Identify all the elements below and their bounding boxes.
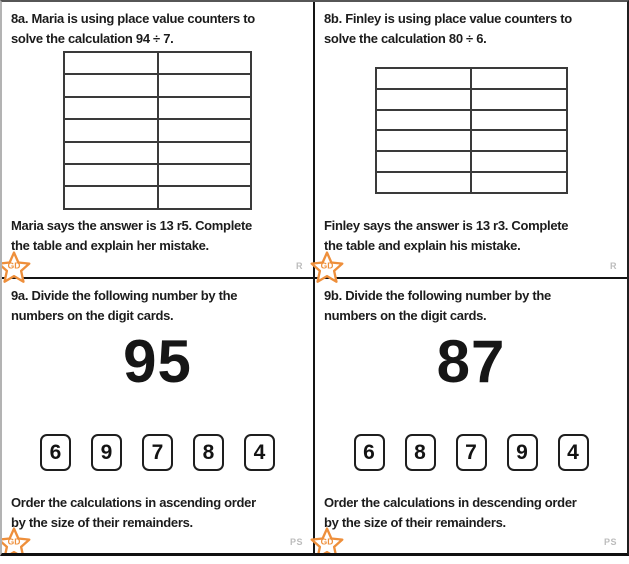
table-cell [471,89,567,110]
gd-star-label: GD [320,536,334,547]
table-row [376,151,567,172]
footer-line: Order the calculations in descending order [324,495,577,510]
footer-line: the table and explain his mistake. [324,237,521,253]
footer-text [11,216,304,255]
digit-card: 4 [244,434,275,471]
digit-card: 9 [507,434,538,471]
title-line: numbers on the digit cards. [324,307,487,323]
question-title [324,9,618,48]
table-row [376,110,567,131]
footer-line: Order the calculations in ascending order [11,495,256,510]
table-cell [158,142,252,164]
digit-card: 8 [193,434,224,471]
table-cell [64,164,158,186]
gd-star-label: GD [320,260,334,271]
title-line: numbers on the digit cards. [11,307,174,323]
question-title [324,286,618,325]
corner-label: PS [289,537,303,547]
digit-card: 4 [558,434,589,471]
table-row [64,74,251,96]
corner-label: PS [603,537,617,547]
table-cell [158,186,252,208]
table-cell [158,164,252,186]
title-line: solve the calculation 80 ÷ 6. [324,30,487,46]
place-value-table [375,67,568,194]
footer-line: by the size of their remainders. [324,514,506,530]
footer-text [324,493,618,532]
table-cell [64,97,158,119]
gd-star-label: GD [7,536,21,547]
table-row [64,52,251,74]
digit-card: 7 [142,434,173,471]
table-cell [471,130,567,151]
table-cell [471,110,567,131]
quadrant-8b [315,2,627,279]
title-line: solve the calculation 94 ÷ 7. [11,30,174,46]
table-row [64,186,251,208]
table-row [64,97,251,119]
gd-star-icon [0,251,31,285]
place-value-table [63,51,252,210]
digit-cards-row [11,434,304,471]
table-cell [376,110,472,131]
footer-line: by the size of their remainders. [11,514,193,530]
table-row [376,172,567,193]
table-cell [376,130,472,151]
dividend-number: 87 [436,328,506,395]
title-line: 8b. Finley is using place value counters to [324,11,572,26]
footer-line: the table and explain her mistake. [11,237,209,253]
corner-label: R [296,261,303,271]
question-title [11,9,304,48]
table-cell [471,151,567,172]
table-cell [376,172,472,193]
digit-card: 6 [354,434,385,471]
table-cell [158,97,252,119]
table-cell [158,52,252,74]
table-cell [376,151,472,172]
table-row [376,130,567,151]
table-cell [471,172,567,193]
table-row [376,68,567,89]
table-cell [158,119,252,141]
table-cell [471,68,567,89]
title-line: 9a. Divide the following number by the [11,288,238,303]
corner-label: R [610,261,617,271]
gd-star-icon [0,527,31,556]
footer-line: Finley says the answer is 13 r3. Complete [324,218,569,233]
footer-text [11,493,304,532]
quadrant-9a [2,279,315,553]
title-line: 8a. Maria is using place value counters to [11,11,255,26]
table-row [64,119,251,141]
gd-star-label: GD [7,260,21,271]
quadrant-9b [315,279,627,553]
quadrant-8a [2,2,315,279]
table-cell [64,142,158,164]
table-cell [64,52,158,74]
question-title [11,286,304,325]
digit-card: 6 [40,434,71,471]
gd-star-icon [310,251,344,285]
table-cell [158,74,252,96]
table-cell [376,89,472,110]
dividend-number: 95 [123,328,192,395]
title-line: 9b. Divide the following number by the [324,288,551,303]
footer-text [324,216,618,255]
footer-line: Maria says the answer is 13 r5. Complete [11,218,252,233]
table-cell [64,119,158,141]
table-cell [64,186,158,208]
gd-star-icon [310,527,344,556]
digit-card: 7 [456,434,487,471]
table-row [64,142,251,164]
table-cell [376,68,472,89]
digit-card: 8 [405,434,436,471]
table-row [64,164,251,186]
digit-card: 9 [91,434,122,471]
digit-cards-row [324,434,618,471]
table-cell [64,74,158,96]
table-row [376,89,567,110]
